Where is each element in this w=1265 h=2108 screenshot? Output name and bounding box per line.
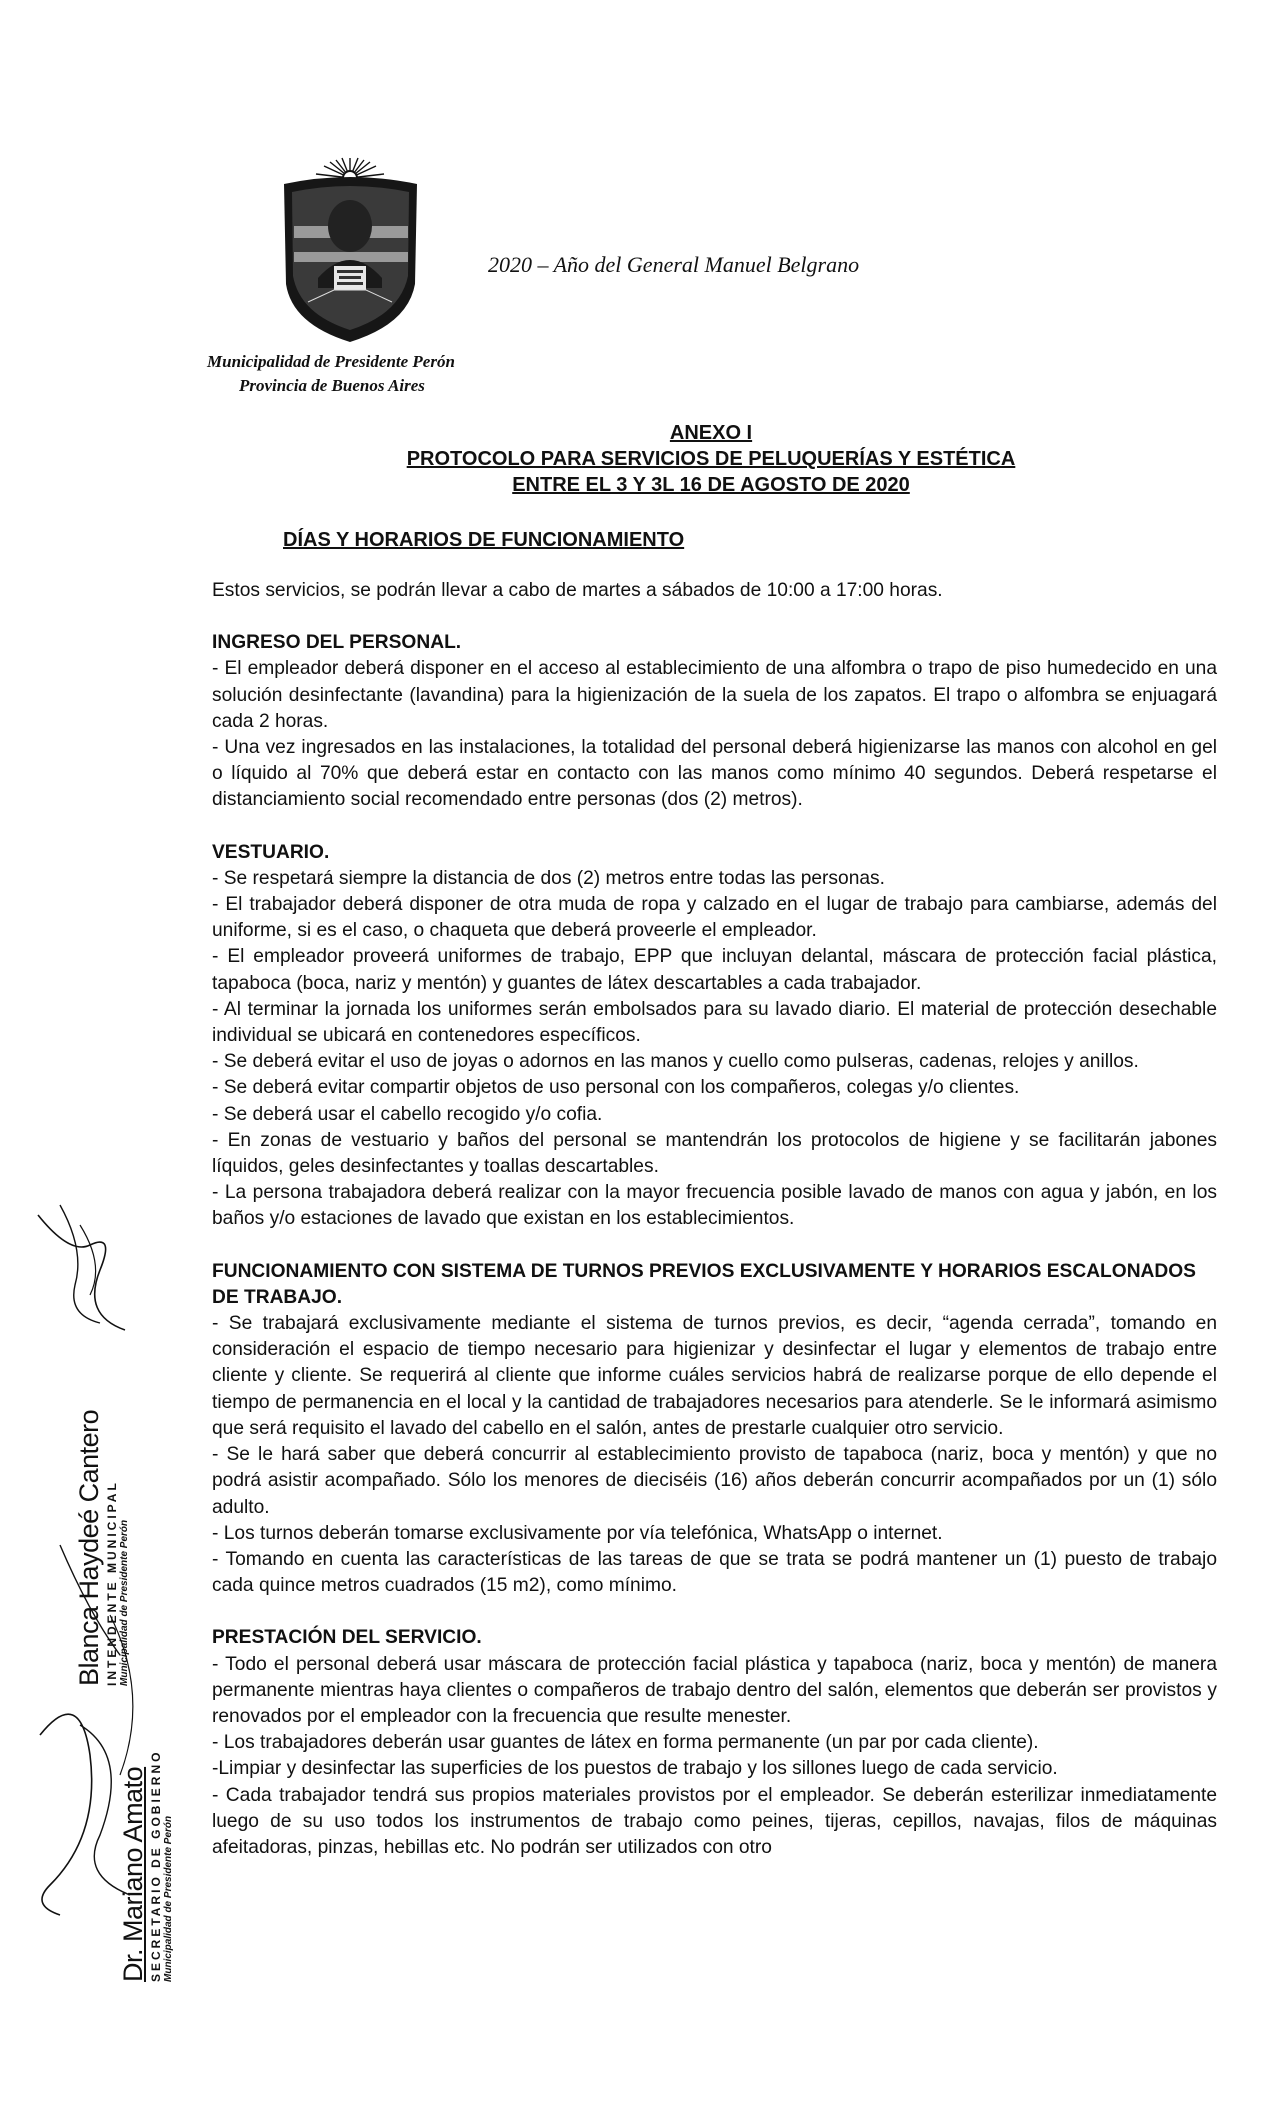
section-ingreso <box>212 630 1217 813</box>
handwritten-signature <box>30 1195 140 1340</box>
municipality-header <box>207 350 527 398</box>
date-range-title: ENTRE EL 3 Y 3L 16 DE AGOSTO DE 2020 <box>512 474 910 496</box>
paragraph: - Se deberá evitar el uso de joyas o adornos en las manos y cuello como pulseras, cadenas, relojes y anillos. <box>212 1051 1139 1073</box>
paragraph: - Al terminar la jornada los uniformes serán embolsados para su lavado diario. El material de protección desechable individual se ubicará en contenedores específicos. <box>212 998 1217 1047</box>
paragraph: - Los turnos deberán tomarse exclusivamente por vía telefónica, WhatsApp o internet. <box>212 1522 943 1544</box>
paragraph: - En zonas de vestuario y baños del personal se mantendrán los protocolos de higiene y se facilitarán jabones líquidos, geles desinfectantes y toallas descartables. <box>212 1129 1217 1178</box>
paragraph: - Se le hará saber que deberá concurrir al establecimiento provisto de tapaboca (nariz, boca y mentón) y que no podrá asistir acompañado. Sólo los menores de dieciséis (16) años deberán concurrir acompañados por un (1) sólo adulto. <box>212 1444 1217 1518</box>
paragraph: -Limpiar y desinfectar las superficies de los puestos de trabajo y los sillones luego de cada servicio. <box>212 1758 1058 1780</box>
paragraph: - Se trabajará exclusivamente mediante el sistema de turnos previos, es decir, “agenda cerrada”, tomando en consideración el espacio de tiempo necesario para higienizar y desinfectar el lugar y elementos de trabajo entre cliente y cliente. Se requerirá al cliente que informe cuáles servicios habrá de realizarse porque de ello depende el tiempo de permanencia en el local y la cantidad de trabajadores necesarios para atenderle. Se le informará asimismo que será requisito el lavado del cabello en el salón, antes de prestarle cualquier otro servicio. <box>212 1313 1217 1439</box>
stamp-role: SECRETARIO DE GOBIERNO <box>149 1749 163 1982</box>
paragraph: - El trabajador deberá disponer de otra muda de ropa y calzado en el lugar de trabajo para cambiarse, además del uniforme, si es el caso, o chaqueta que deberá proveerle el empleador. <box>212 894 1217 942</box>
protocol-title: PROTOCOLO PARA SERVICIOS DE PELUQUERÍAS Y ESTÉTICA <box>406 448 1016 470</box>
schedule-text: Estos servicios, se podrán llevar a cabo de martes a sábados de 10:00 a 17:00 horas. <box>212 580 943 601</box>
paragraph: - Se deberá evitar compartir objetos de uso personal con los compañeros, colegas y/o clientes. <box>212 1077 1020 1099</box>
municipality-name: Municipalidad de Presidente Perón <box>207 352 455 371</box>
stamp-name: Dr. Mariano Amato <box>118 1766 148 1982</box>
document-titles <box>212 420 1210 498</box>
stamp-org: Municipalidad de Presidente Perón <box>163 1815 174 1982</box>
section-vestuario <box>212 840 1217 1233</box>
stamp-role: INTENDENTE MUNICIPAL <box>105 1480 119 1686</box>
stamp-org: Municipalidad de Presidente Perón <box>119 1519 130 1686</box>
section-heading: PRESTACIÓN DEL SERVICIO. <box>212 1627 482 1649</box>
paragraph: - Los trabajadores deberán usar guantes de látex en forma permanente (un par por cada cliente). <box>212 1732 1039 1754</box>
paragraph: - Tomando en cuenta las características de las tareas de que se trata se podrá mantener un (1) puesto de trabajo cada quince metros cuadrados (15 m2), como mínimo. <box>212 1548 1217 1597</box>
section-prestacion <box>212 1625 1217 1861</box>
document-body <box>212 578 1217 1887</box>
paragraph: - Se respetará siempre la distancia de dos (2) metros entre todas las personas. <box>212 867 885 889</box>
paragraph: - El empleador proveerá uniformes de trabajo, EPP que incluyan delantal, máscara de protección facial plástica, tapaboca (boca, nariz y mentón) y guantes de látex descartables a cada trabajador. <box>212 946 1217 994</box>
paragraph: - Una vez ingresados en las instalaciones, la totalidad del personal deberá higienizarse las manos con alcohol en gel o líquido al 70% que deberá estar en contacto con las manos como mínimo 40 segundos. Deberá respetarse el distanciamiento social recomendado entre personas (dos (2) metros). <box>212 737 1217 811</box>
section-heading: FUNCIONAMIENTO CON SISTEMA DE TURNOS PREVIOS EXCLUSIVAMENTE Y HORARIOS ESCALONADOS DE TRABAJO. <box>212 1260 1196 1308</box>
section-turnos <box>212 1259 1217 1600</box>
paragraph: - Se deberá usar el cabello recogido y/o cofia. <box>212 1103 603 1125</box>
section-heading: VESTUARIO. <box>212 841 330 863</box>
annex-title: ANEXO I <box>669 422 753 444</box>
paragraph: - La persona trabajadora deberá realizar con la mayor frecuencia posible lavado de manos con agua y jabón, en los baños y/o estaciones de lavado que existan en los establecimientos. <box>212 1182 1217 1230</box>
municipal-crest-logo <box>278 156 423 344</box>
year-motto: 2020 – Año del General Manuel Belgrano <box>488 252 860 277</box>
province-name: Provincia de Buenos Aires <box>239 376 425 395</box>
section-heading: INGRESO DEL PERSONAL. <box>212 632 462 654</box>
paragraph: - Todo el personal deberá usar máscara de protección facial plástica y tapaboca (nariz, boca y mentón) de manera permanente mientras haya clientes o compañeros de trabajo dentro del salón, elementos que deberán ser provistos y renovados por el empleador con la frecuencia que resulte menester. <box>212 1653 1217 1727</box>
schedule-heading: DÍAS Y HORARIOS DE FUNCIONAMIENTO <box>283 529 685 551</box>
stamp-name: Blanca Haydeé Cantero <box>74 1409 104 1686</box>
paragraph: - El empleador deberá disponer en el acceso al establecimiento de una alfombra o trapo de piso humedecido en una solución desinfectante (lavandina) para la higienización de la suela de los zapatos. El trapo o alfombra se enjuagará cada 2 horas. <box>212 658 1217 732</box>
paragraph: - Cada trabajador tendrá sus propios materiales provistos por el empleador. Se deberán esterilizar inmediatamente luego de su uso todos los instrumentos de trabajo como peines, tijeras, cepillos, navajas, filos de máquinas afeitadoras, pinzas, hebillas etc. No podrán ser utilizados con otro <box>212 1784 1217 1858</box>
